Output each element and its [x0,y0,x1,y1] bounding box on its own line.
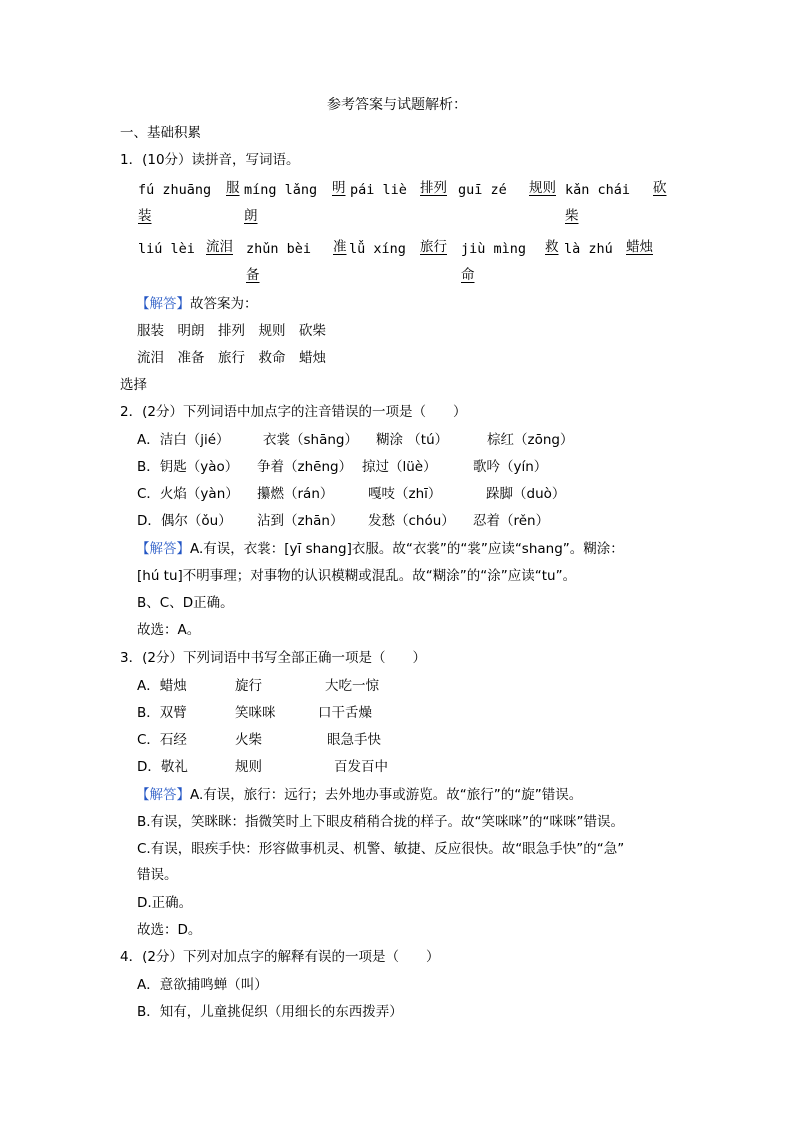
q1-pinyin-7: zhǔn bèi [246,241,312,257]
question-3-stem: 3．(2分）下列词语中书写全部正确一项是（ ） [120,650,426,666]
q2-option-a-2: 衣裳（shāng） [263,432,358,448]
q1-answer-6: 流泪 [206,239,233,255]
q4-option-a: A．意欲捕鸣蝉（叫） [137,977,268,993]
q3-answer-3: C.有误，眼疾手快：形容做事机灵、机警、敏捷、反应很快。故“眼急手快”的“急” [137,841,625,857]
q1-answer-5-cont: 柴 [565,208,579,224]
q1-answer-1-cont: 装 [138,208,152,224]
question-4-stem: 4．(2分）下列对加点字的解释有误的一项是（ ） [120,949,440,965]
q3-answer-4: 错误。 [137,867,178,883]
question-2-stem: 2．(2分）下列词语中加点字的注音错误的一项是（ ） [120,404,467,420]
q3-answer-5: D.正确。 [137,895,193,911]
q2-option-d-2: 沾到（zhān） [257,513,344,529]
answer-label: 【解答】 [136,296,190,312]
q1-answer-9: 救 [545,239,559,255]
q1-answer-2: 明 [332,180,346,196]
q2-option-a-4: 棕红（zōng） [487,432,574,448]
q1-pinyin-10: là zhú [564,241,613,257]
q3-option-a-3: 大吃一惊 [325,678,379,694]
q2-option-a-3: 糊涂 （tú） [376,432,449,448]
q3-answer-6: 故选：D。 [137,922,202,938]
q2-option-c-4: 跺脚（duò） [486,486,566,502]
q3-option-b-1: B．双臂 [137,705,187,721]
q3-option-c-3: 眼急手快 [327,732,381,748]
q3-option-c-2: 火柴 [235,732,262,748]
q3-option-c-1: C．石经 [137,732,187,748]
q1-answer-intro: 【解答】故答案为： [136,296,258,312]
answer-label: 【解答】 [136,787,190,803]
q2-option-b-3: 掠过（lüè） [362,459,437,475]
q3-option-a-1: A．蜡烛 [137,678,187,694]
q3-option-b-2: 笑咪咪 [235,705,276,721]
q3-option-d-3: 百发百中 [334,759,388,775]
q1-answer-line-1: 服装 明朗 排列 规则 砍柴 [137,323,326,339]
q3-option-d-2: 规则 [235,759,262,775]
q4-option-b: B．知有，儿童挑促织（用细长的东西拨弄） [137,1004,403,1020]
q2-option-a-1: A．洁白（jié） [137,432,230,448]
q1-answer-2-cont: 朗 [244,208,258,224]
q1-answer-9-cont: 命 [461,267,475,283]
q1-answer-8: 旅行 [420,239,447,255]
q1-pinyin-6: liú lèi [138,241,195,257]
q2-option-c-1: C．火焰（yàn） [137,486,239,502]
q2-option-c-3: 嘎吱（zhī） [368,486,442,502]
q1-answer-7-cont: 备 [246,267,260,283]
question-1-stem: 1．(10分）读拼音，写词语。 [120,152,300,168]
q1-answer-4: 规则 [529,180,556,196]
q3-answer-1: 【解答】A.有误，旅行：远行；去外地办事或游览。故“旅行”的“旋”错误。 [136,787,583,803]
q1-answer-3: 排列 [420,180,447,196]
q2-answer-1: 【解答】A.有误，衣裳：[yī shang]衣服。故“衣裳”的“裳”应读“shang”。糊涂： [136,541,624,557]
q1-answer-10: 蜡烛 [626,239,653,255]
q3-option-d-1: D．敬礼 [137,759,188,775]
page-title: 参考答案与试题解析： [327,97,467,113]
answer-label: 【解答】 [136,541,190,557]
q2-answer-3: B、C、D正确。 [137,595,234,611]
q1-pinyin-3: pái liè [350,182,407,198]
q1-pinyin-9: jiù mìng [461,241,527,257]
q2-answer-2: [hú tu]不明事理；对事物的认识模糊或混乱。故“糊涂”的“涂”应读“tu”。 [137,568,577,584]
q1-pinyin-5: kǎn chái [565,182,631,198]
q2-option-b-4: 歌吟（yín） [473,459,548,475]
q2-option-d-3: 发愁（chóu） [368,513,455,529]
q1-answer-1: 服 [226,180,240,196]
q1-pinyin-8: lǚ xíng [349,241,406,257]
section-heading-basics: 一、基础积累 [120,125,201,141]
q2-option-b-1: B．钥匙（yào） [137,459,239,475]
q1-answer-7: 准 [333,239,347,255]
q2-option-d-4: 忍着（rěn） [473,513,550,529]
q1-pinyin-1: fú zhuāng [138,182,212,198]
q2-answer-4: 故选：A。 [137,622,201,638]
q1-pinyin-2: míng lǎng [244,182,318,198]
q2-option-c-2: 攥燃（rán） [257,486,334,502]
q3-answer-2: B.有误，笑眯眯：指微笑时上下眼皮稍稍合拢的样子。故“笑咪咪”的“咪咪”错误。 [137,814,625,830]
q2-option-b-2: 争着（zhēng） [257,459,353,475]
q1-pinyin-4: guī zé [458,182,507,198]
q3-option-b-3: 口干舌燥 [318,705,372,721]
q1-answer-line-2: 流泪 准备 旅行 救命 蜡烛 [137,350,326,366]
section-heading-choice: 选择 [120,377,147,393]
q1-answer-5: 砍 [653,180,667,196]
q3-option-a-2: 旋行 [235,678,262,694]
q2-option-d-1: D．偶尔（ǒu） [137,513,232,529]
